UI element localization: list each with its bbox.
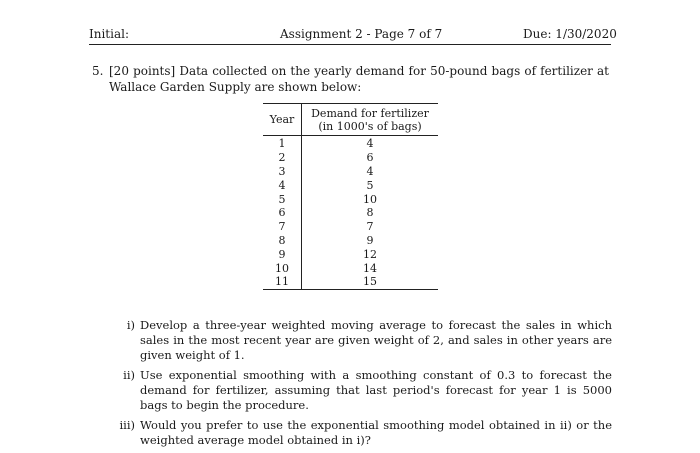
table-row: [263, 151, 438, 165]
cell-year: 6: [263, 206, 302, 220]
column-header-demand-line1: Demand for fertilizer: [311, 106, 429, 120]
question-text: Would you prefer to use the exponential smoothing model obtained in ii) or the weighted average model obtained in i)?: [140, 418, 612, 447]
header-divider: [89, 44, 611, 45]
table-row: [263, 165, 438, 179]
cell-year: 2: [263, 151, 302, 165]
column-header-demand: [302, 104, 439, 136]
cell-demand: 9: [366, 233, 374, 247]
cell-year: 4: [263, 178, 302, 192]
table-row: [263, 234, 438, 248]
table-row: [263, 261, 438, 275]
cell-year: 8: [263, 234, 302, 248]
table-header-row: [263, 104, 438, 136]
question-item: [107, 318, 612, 363]
cell-demand: 14: [363, 261, 377, 275]
problem-number: 5.: [92, 64, 104, 78]
cell-year: 9: [263, 247, 302, 261]
cell-demand: 5: [366, 178, 374, 192]
question-label: i): [126, 318, 135, 332]
cell-year: 7: [263, 220, 302, 234]
table-row: [263, 220, 438, 234]
question-text: Use exponential smoothing with a smoothing constant of 0.3 to forecast the demand for fertilizer, assuming that last period's forecast for year 1 is 5000 bags to begin the procedure.: [140, 368, 612, 412]
question-label: ii): [123, 368, 135, 382]
header-title: Assignment 2 - Page 7 of 7: [280, 27, 443, 41]
cell-demand: 6: [366, 151, 374, 165]
header-initial: Initial:: [89, 27, 130, 41]
table-body: [263, 136, 438, 290]
question-item: [107, 418, 612, 448]
question-text: Develop a three-year weighted moving average to forecast the sales in which sales in the most recent year are given weight of 2, and sales in other years are given weight of 1.: [140, 318, 612, 362]
cell-demand: 15: [302, 275, 439, 289]
table-row: [263, 192, 438, 206]
cell-demand: 12: [363, 247, 377, 261]
cell-year: 11: [263, 275, 302, 289]
column-header-demand-line2: (in 1000's of bags): [318, 119, 422, 133]
table-row: [263, 178, 438, 192]
table-row: [263, 136, 438, 151]
question-label: iii): [119, 418, 135, 432]
table-row: [263, 206, 438, 220]
demand-table: [263, 103, 438, 290]
header-due-date: Due: 1/30/2020: [523, 27, 617, 41]
cell-year: 1: [263, 136, 302, 151]
question-list: [107, 318, 612, 453]
column-header-year: Year: [263, 104, 302, 136]
cell-year: 5: [263, 192, 302, 206]
cell-demand: 7: [366, 220, 374, 234]
cell-demand: 4: [366, 164, 374, 178]
table-row: [263, 247, 438, 261]
question-item: [107, 368, 612, 413]
cell-year: 10: [263, 261, 302, 275]
problem-text: [20 points] Data collected on the yearly demand for 50-pound bags of fertilizer at Wallace Garden Supply are shown below:: [109, 64, 609, 94]
cell-demand: 10: [363, 192, 377, 206]
cell-demand: 8: [366, 206, 374, 220]
cell-year: 3: [263, 165, 302, 179]
table-row: [263, 275, 438, 289]
cell-demand: 4: [366, 137, 374, 151]
